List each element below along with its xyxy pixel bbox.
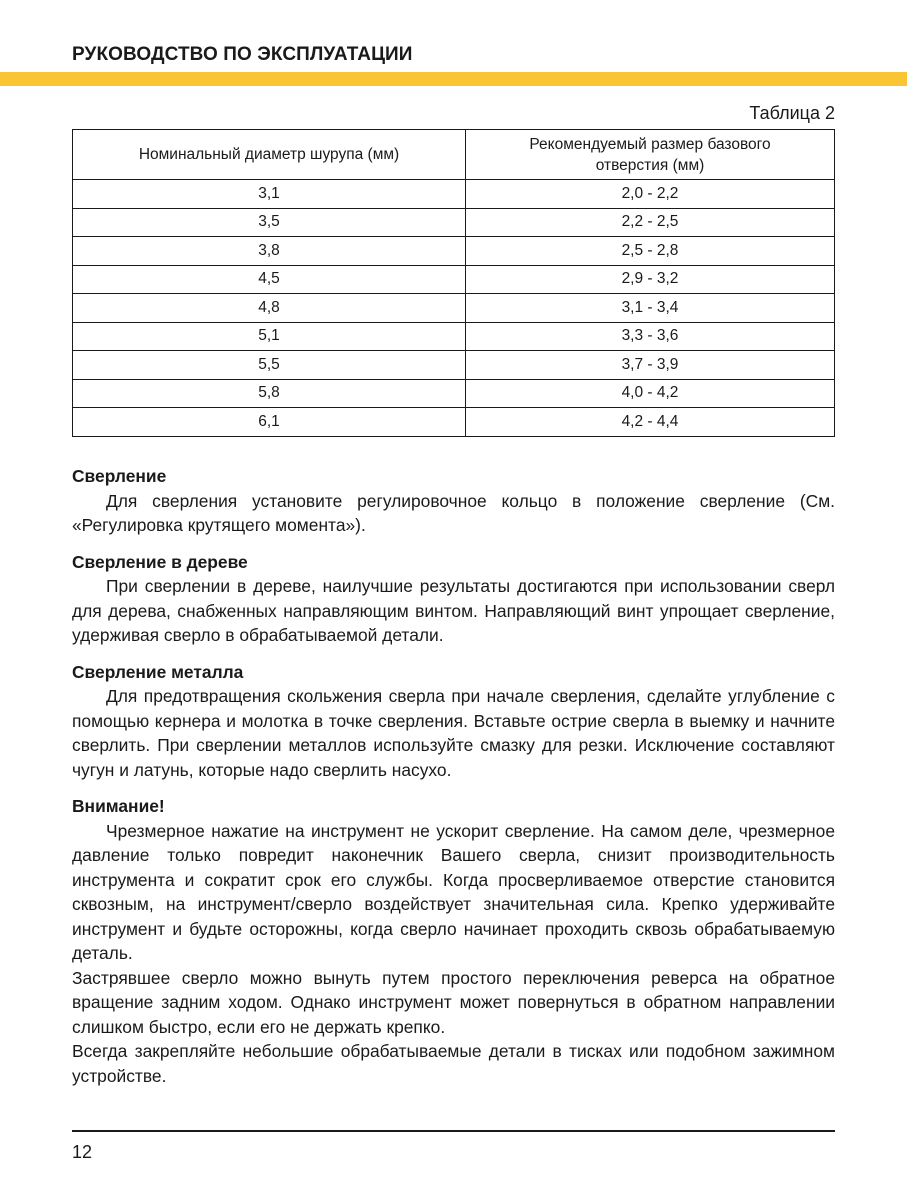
table-row bbox=[73, 294, 835, 323]
paragraph: Для сверления установите регулировочное кольцо в положение сверление (См. «Регулировка крутящего момента»). bbox=[72, 490, 835, 535]
table-caption: Таблица 2 bbox=[749, 103, 835, 123]
section-title: Сверление в дереве bbox=[72, 551, 248, 572]
table-cell: 4,0 - 4,2 bbox=[466, 379, 835, 408]
table-cell: 2,2 - 2,5 bbox=[466, 208, 835, 237]
table-cell: 6,1 bbox=[73, 408, 466, 437]
table-body bbox=[73, 180, 835, 437]
footer-rule bbox=[72, 1130, 835, 1132]
table-row bbox=[73, 322, 835, 351]
page-number: 12 bbox=[72, 1142, 93, 1162]
table-cell: 4,5 bbox=[73, 265, 466, 294]
table-cell: 5,8 bbox=[73, 379, 466, 408]
document-body bbox=[72, 464, 835, 1088]
table-cell: 2,9 - 3,2 bbox=[466, 265, 835, 294]
table-row bbox=[73, 379, 835, 408]
table-row bbox=[73, 265, 835, 294]
section-title: Сверление bbox=[72, 466, 167, 486]
table-row bbox=[73, 208, 835, 237]
paragraph: Чрезмерное нажатие на инструмент не ускорит сверление. На самом деле, чрезмерное давление только повредит наконечник Вашего сверла, снизит производительность инструмента и сократит срок его службы. Когда просверливаемое отверстие становится сквозным, на инструмент/сверло воздействует значительная сила. Крепко удерживайте инструмент и будьте осторожны, когда сверло начинает проходить сквозь обрабатываемую деталь. bbox=[72, 820, 835, 963]
column-header-text: Рекомендуемый размер базового отверстия (мм) bbox=[529, 135, 771, 174]
paragraph: Для предотвращения скольжения сверла при начале сверления, сделайте углубление с помощью кернера и молотка в точке сверления. Вставьте острие сверла в выемку и начните сверлить. При сверлении металлов используйте смазку для резки. Исключение составляют чугун и латунь, которые надо сверлить насухо. bbox=[72, 686, 835, 780]
paragraph: При сверлении в дереве, наилучшие результаты достигаются при использовании сверл для дерева, снабженных направляющим винтом. Направляющий винт упрощает сверление, удерживая сверло в обрабатываемой детали. bbox=[72, 576, 835, 645]
column-header bbox=[466, 130, 835, 180]
section-title: Сверление металла bbox=[72, 661, 244, 682]
table-cell: 2,0 - 2,2 bbox=[466, 180, 835, 209]
screw-hole-table bbox=[72, 129, 835, 437]
document-header: РУКОВОДСТВО ПО ЭКСПЛУАТАЦИИ bbox=[72, 44, 413, 65]
table-cell: 3,7 - 3,9 bbox=[466, 351, 835, 380]
table-cell: 3,8 bbox=[73, 237, 466, 266]
table-cell: 2,5 - 2,8 bbox=[466, 237, 835, 266]
table-cell: 3,1 bbox=[73, 180, 466, 209]
table-cell: 3,1 - 3,4 bbox=[466, 294, 835, 323]
table-cell: 4,2 - 4,4 bbox=[466, 408, 835, 437]
table-cell: 4,8 bbox=[73, 294, 466, 323]
column-header: Номинальный диаметр шурупа (мм) bbox=[73, 130, 466, 180]
paragraph: Застрявшее сверло можно вынуть путем простого переключения реверса на обратное вращение задним ходом. Однако инструмент может повернуться в обратном направлении слишком быстро, если его не держать крепко. bbox=[72, 967, 835, 1037]
section-title: Внимание! bbox=[72, 796, 165, 816]
table-cell: 5,1 bbox=[73, 322, 466, 351]
table-row bbox=[73, 237, 835, 266]
table-cell: 5,5 bbox=[73, 351, 466, 380]
header-accent-bar bbox=[0, 72, 907, 86]
table-row bbox=[73, 180, 835, 209]
table-row bbox=[73, 351, 835, 380]
paragraph: Всегда закрепляйте небольшие обрабатываемые детали в тисках или подобном зажимном устройстве. bbox=[72, 1041, 835, 1086]
table-cell: 3,5 bbox=[73, 208, 466, 237]
table-row bbox=[73, 408, 835, 437]
table-cell: 3,3 - 3,6 bbox=[466, 322, 835, 351]
